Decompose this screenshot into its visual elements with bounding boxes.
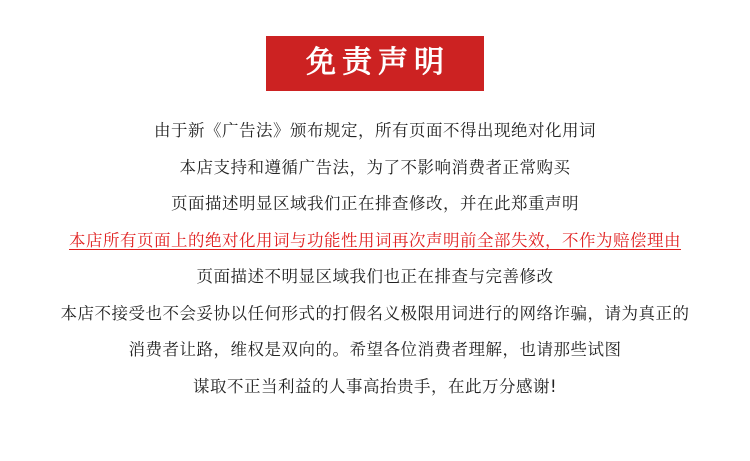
- disclaimer-line: 本店不接受也不会妥协以任何形式的打假名义极限用词进行的网络诈骗，请为真正的: [60, 303, 690, 323]
- banner-container: [0, 0, 750, 91]
- disclaimer-line: 谋取不正当利益的人事高抬贵手，在此万分感谢!: [192, 376, 558, 396]
- disclaimer-line: 页面描述不明显区域我们也正在排查与完善修改: [196, 267, 554, 286]
- disclaimer-line: 页面描述明显区域我们正在排查修改，并在此郑重声明: [171, 194, 579, 213]
- disclaimer-line: 由于新《广告法》颁布规定，所有页面不得出现绝对化用词: [154, 121, 596, 140]
- disclaimer-line: 本店支持和遵循广告法，为了不影响消费者正常购买: [179, 157, 571, 177]
- disclaimer-line: 消费者让路，维权是双向的。希望各位消费者理解，也请那些试图: [128, 340, 622, 359]
- disclaimer-line-highlighted: 本店所有页面上的绝对化用词与功能性用词再次声明前全部失效，不作为赔偿理由: [69, 230, 681, 250]
- disclaimer-body: [0, 113, 750, 405]
- disclaimer-title-banner: 免责声明: [266, 36, 484, 91]
